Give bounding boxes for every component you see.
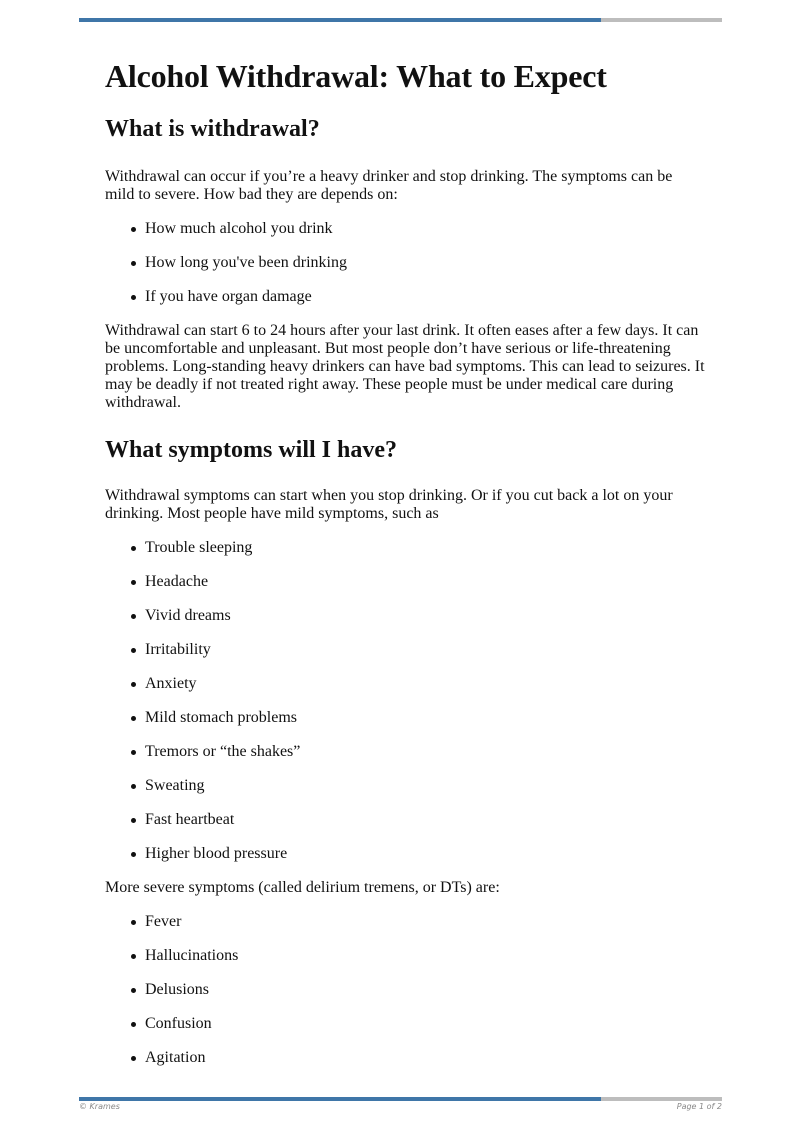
list-item: Tremors or “the shakes” — [145, 743, 705, 761]
depends-on-list — [105, 220, 705, 306]
list-item: Irritability — [145, 641, 705, 659]
list-item: Higher blood pressure — [145, 845, 705, 863]
list-item: Fast heartbeat — [145, 811, 705, 829]
list-item: How long you've been drinking — [145, 254, 705, 272]
list-item: Sweating — [145, 777, 705, 795]
list-item: Confusion — [145, 1015, 705, 1033]
header-rule-accent — [79, 18, 601, 22]
list-item: Trouble sleeping — [145, 539, 705, 557]
paragraph-withdrawal-timing: Withdrawal can start 6 to 24 hours after your last drink. It often eases after a few days. It can be uncomfortable and unpleasant. But most people don’t have serious or life-threatening problems. Long-standing heavy drinkers can have bad symptoms. This can lead to seizures. It may be deadly if not treated right away. These people must be under medical care during withdrawal. — [105, 322, 705, 411]
list-item: Anxiety — [145, 675, 705, 693]
section-heading-withdrawal: What is withdrawal? — [105, 116, 320, 142]
list-item: Hallucinations — [145, 947, 705, 965]
footer-rule — [79, 1097, 722, 1101]
paragraph-withdrawal-intro: Withdrawal can occur if you’re a heavy drinker and stop drinking. The symptoms can be mild to severe. How bad they are depends on: — [105, 168, 673, 203]
list-item: Vivid dreams — [145, 607, 705, 625]
list-item: Headache — [145, 573, 705, 591]
list-item: Delusions — [145, 981, 705, 999]
paragraph-symptoms-intro: Withdrawal symptoms can start when you stop drinking. Or if you cut back a lot on your drinking. Most people have mild symptoms, such as — [105, 487, 673, 522]
paragraph-severe-intro: More severe symptoms (called delirium tremens, or DTs) are: — [105, 879, 500, 896]
list-item: How much alcohol you drink — [145, 220, 705, 238]
list-item: Agitation — [145, 1049, 705, 1067]
list-item: Fever — [145, 913, 705, 931]
document-title: Alcohol Withdrawal: What to Expect — [105, 58, 607, 94]
footer-rule-accent — [79, 1097, 601, 1101]
document-body — [105, 52, 705, 1067]
list-item: If you have organ damage — [145, 288, 705, 306]
footer-page-number: Page 1 of 2 — [676, 1102, 722, 1111]
severe-symptoms-list — [105, 913, 705, 1067]
list-item: Mild stomach problems — [145, 709, 705, 727]
section-heading-symptoms: What symptoms will I have? — [105, 437, 398, 463]
mild-symptoms-list — [105, 539, 705, 863]
footer-copyright: © Krames — [79, 1102, 120, 1111]
header-rule — [79, 18, 722, 22]
header-rule-remainder — [601, 18, 722, 22]
footer-rule-remainder — [601, 1097, 722, 1101]
